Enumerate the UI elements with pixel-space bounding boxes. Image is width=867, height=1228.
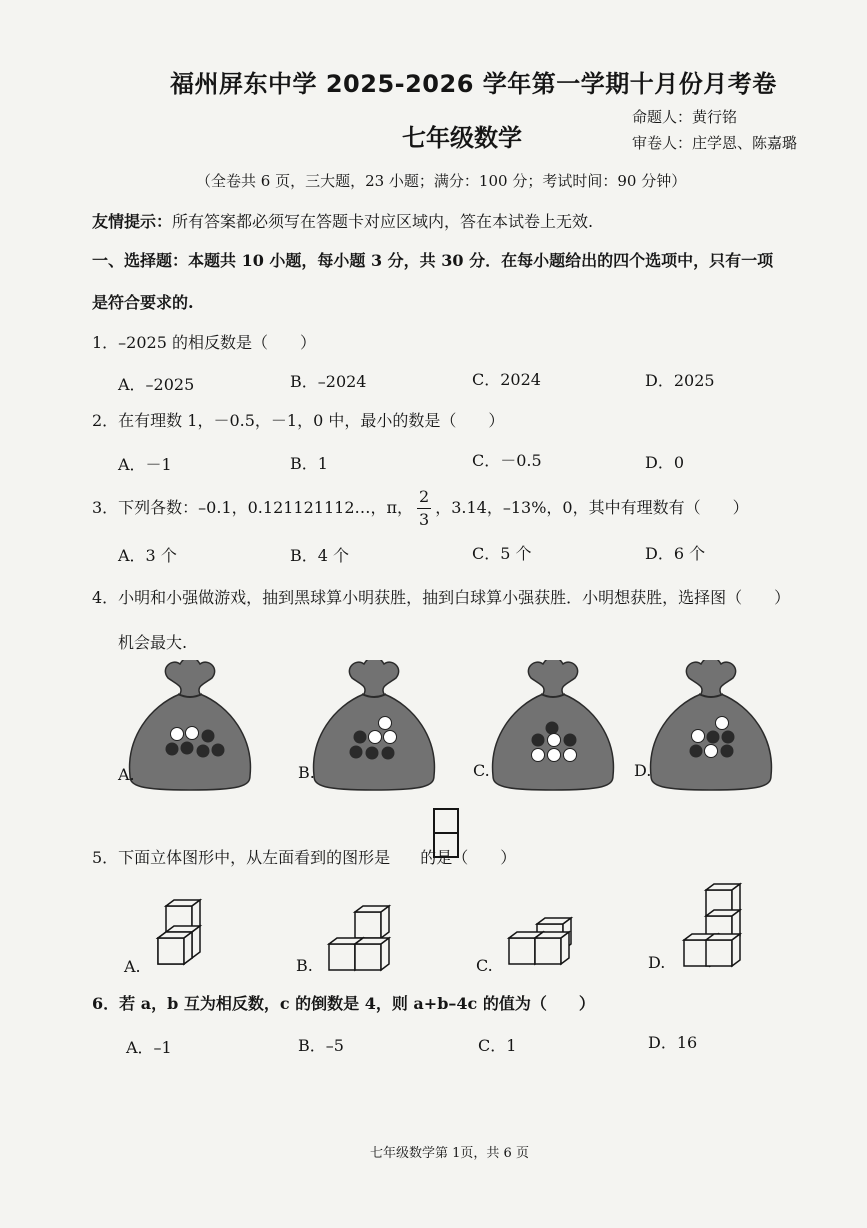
white-ball [384,731,397,744]
bag-d [651,660,772,790]
black-ball [721,745,734,758]
question-reviewer: 审卷人：庄学恩、陈嘉璐 [632,134,798,152]
q5-stem-before: 5．下面立体图形中，从左面看到的图形是 [92,848,391,867]
q4-stem: 4．小明和小强做游戏，抽到黑球算小明获胜，抽到白球算小强获胜．小明想获胜，选择图（ ） [92,588,791,607]
black-ball [350,746,363,759]
exam-title: 福州屏东中学 2025-2026 学年第一学期十月份月考卷 [170,70,777,98]
tip-label: 友情提示： [92,212,173,231]
q1-option-d: D．2025 [645,371,715,390]
bag-a [130,660,251,790]
solid-a [158,900,200,964]
white-ball [692,730,705,743]
black-ball [382,747,395,760]
exam-info: （全卷共 6 页，三大题，23 小题；满分：100 分；考试时间：90 分钟） [196,172,687,190]
q3-option-a: A．3 个 [118,546,177,565]
white-ball [532,749,545,762]
q3-stem-after: ，3.14，–13%，0，其中有理数有（ ） [435,498,749,517]
white-ball [548,749,561,762]
q4-option-b: B. [298,763,315,782]
bag-b [314,660,435,790]
white-ball [369,731,382,744]
q6-option-a: A．–1 [126,1038,172,1057]
q5-option-a: A. [124,957,141,976]
q1-stem: 1．–2025 的相反数是（ ） [92,333,316,352]
q1-option-b: B．–2024 [290,372,367,391]
black-ball [532,734,545,747]
white-ball [564,749,577,762]
black-ball [354,731,367,744]
exam-subtitle: 七年级数学 [402,124,522,152]
black-ball [202,730,215,743]
solid-d [684,884,740,966]
q4-option-a: A. [118,765,135,784]
black-ball [212,744,225,757]
fraction-numerator: 2 [417,489,431,509]
q4-option-d: D. [634,761,652,780]
q6-option-d: D．16 [648,1033,698,1052]
q2-option-a: A．－1 [118,455,172,474]
question-setter: 命题人：黄行铭 [632,108,738,126]
q2-stem: 2．在有理数 1，－0.5，－1，0 中，最小的数是（ ） [92,411,505,430]
q1-option-c: C．2024 [472,370,541,389]
fraction-denominator: 3 [419,510,430,529]
two-stacked-squares-figure [432,807,460,861]
q5-stem-after: 的是（ ） [420,848,517,867]
white-ball [171,728,184,741]
solid-b [329,906,389,970]
q6-option-b: B．–5 [298,1036,344,1055]
q2-option-b: B．1 [290,454,328,473]
black-ball [181,742,194,755]
solid-c [509,918,571,964]
q6-option-c: C．1 [478,1036,517,1055]
bag-c [493,660,614,790]
page-footer: 七年级数学第 1页，共 6 页 [370,1146,529,1161]
friendly-tip [92,209,593,232]
white-ball [705,745,718,758]
q4-option-c: C. [473,761,490,780]
q3-stem [92,489,749,528]
white-ball [379,717,392,730]
q3-option-c: C．5 个 [472,544,532,563]
q1-option-a: A．–2025 [118,375,195,394]
white-ball [716,717,729,730]
q3-option-b: B．4 个 [290,546,350,565]
black-ball [564,734,577,747]
white-ball [186,727,199,740]
white-ball [548,734,561,747]
section1-heading-cont: 是符合要求的. [92,293,194,312]
q3-option-d: D．6 个 [645,544,706,563]
black-ball [197,745,210,758]
black-ball [546,722,559,735]
q3-stem-before: 3．下列各数：–0.1，0.121121112…，π， [92,498,414,517]
q2-option-d: D．0 [645,453,685,472]
q2-option-c: C．－0.5 [472,451,542,470]
section1-heading: 一、选择题：本题共 10 小题，每小题 3 分，共 30 分．在每小题给出的四个选项中，只有一项 [92,251,774,270]
two-thirds-fraction [417,489,431,528]
black-ball [166,743,179,756]
black-ball [690,745,703,758]
black-ball [366,747,379,760]
q5-option-b: B. [296,956,313,975]
q4-stem-cont: 机会最大. [118,633,188,652]
black-ball [722,731,735,744]
q5-option-c: C. [476,956,493,975]
black-ball [707,731,720,744]
q6-stem: 6．若 a，b 互为相反数，c 的倒数是 4，则 a+b–4c 的值为（ ） [92,994,595,1013]
tip-text: 所有答案都必须写在答题卡对应区域内，答在本试卷上无效. [172,212,594,231]
q5-option-d: D. [648,953,666,972]
